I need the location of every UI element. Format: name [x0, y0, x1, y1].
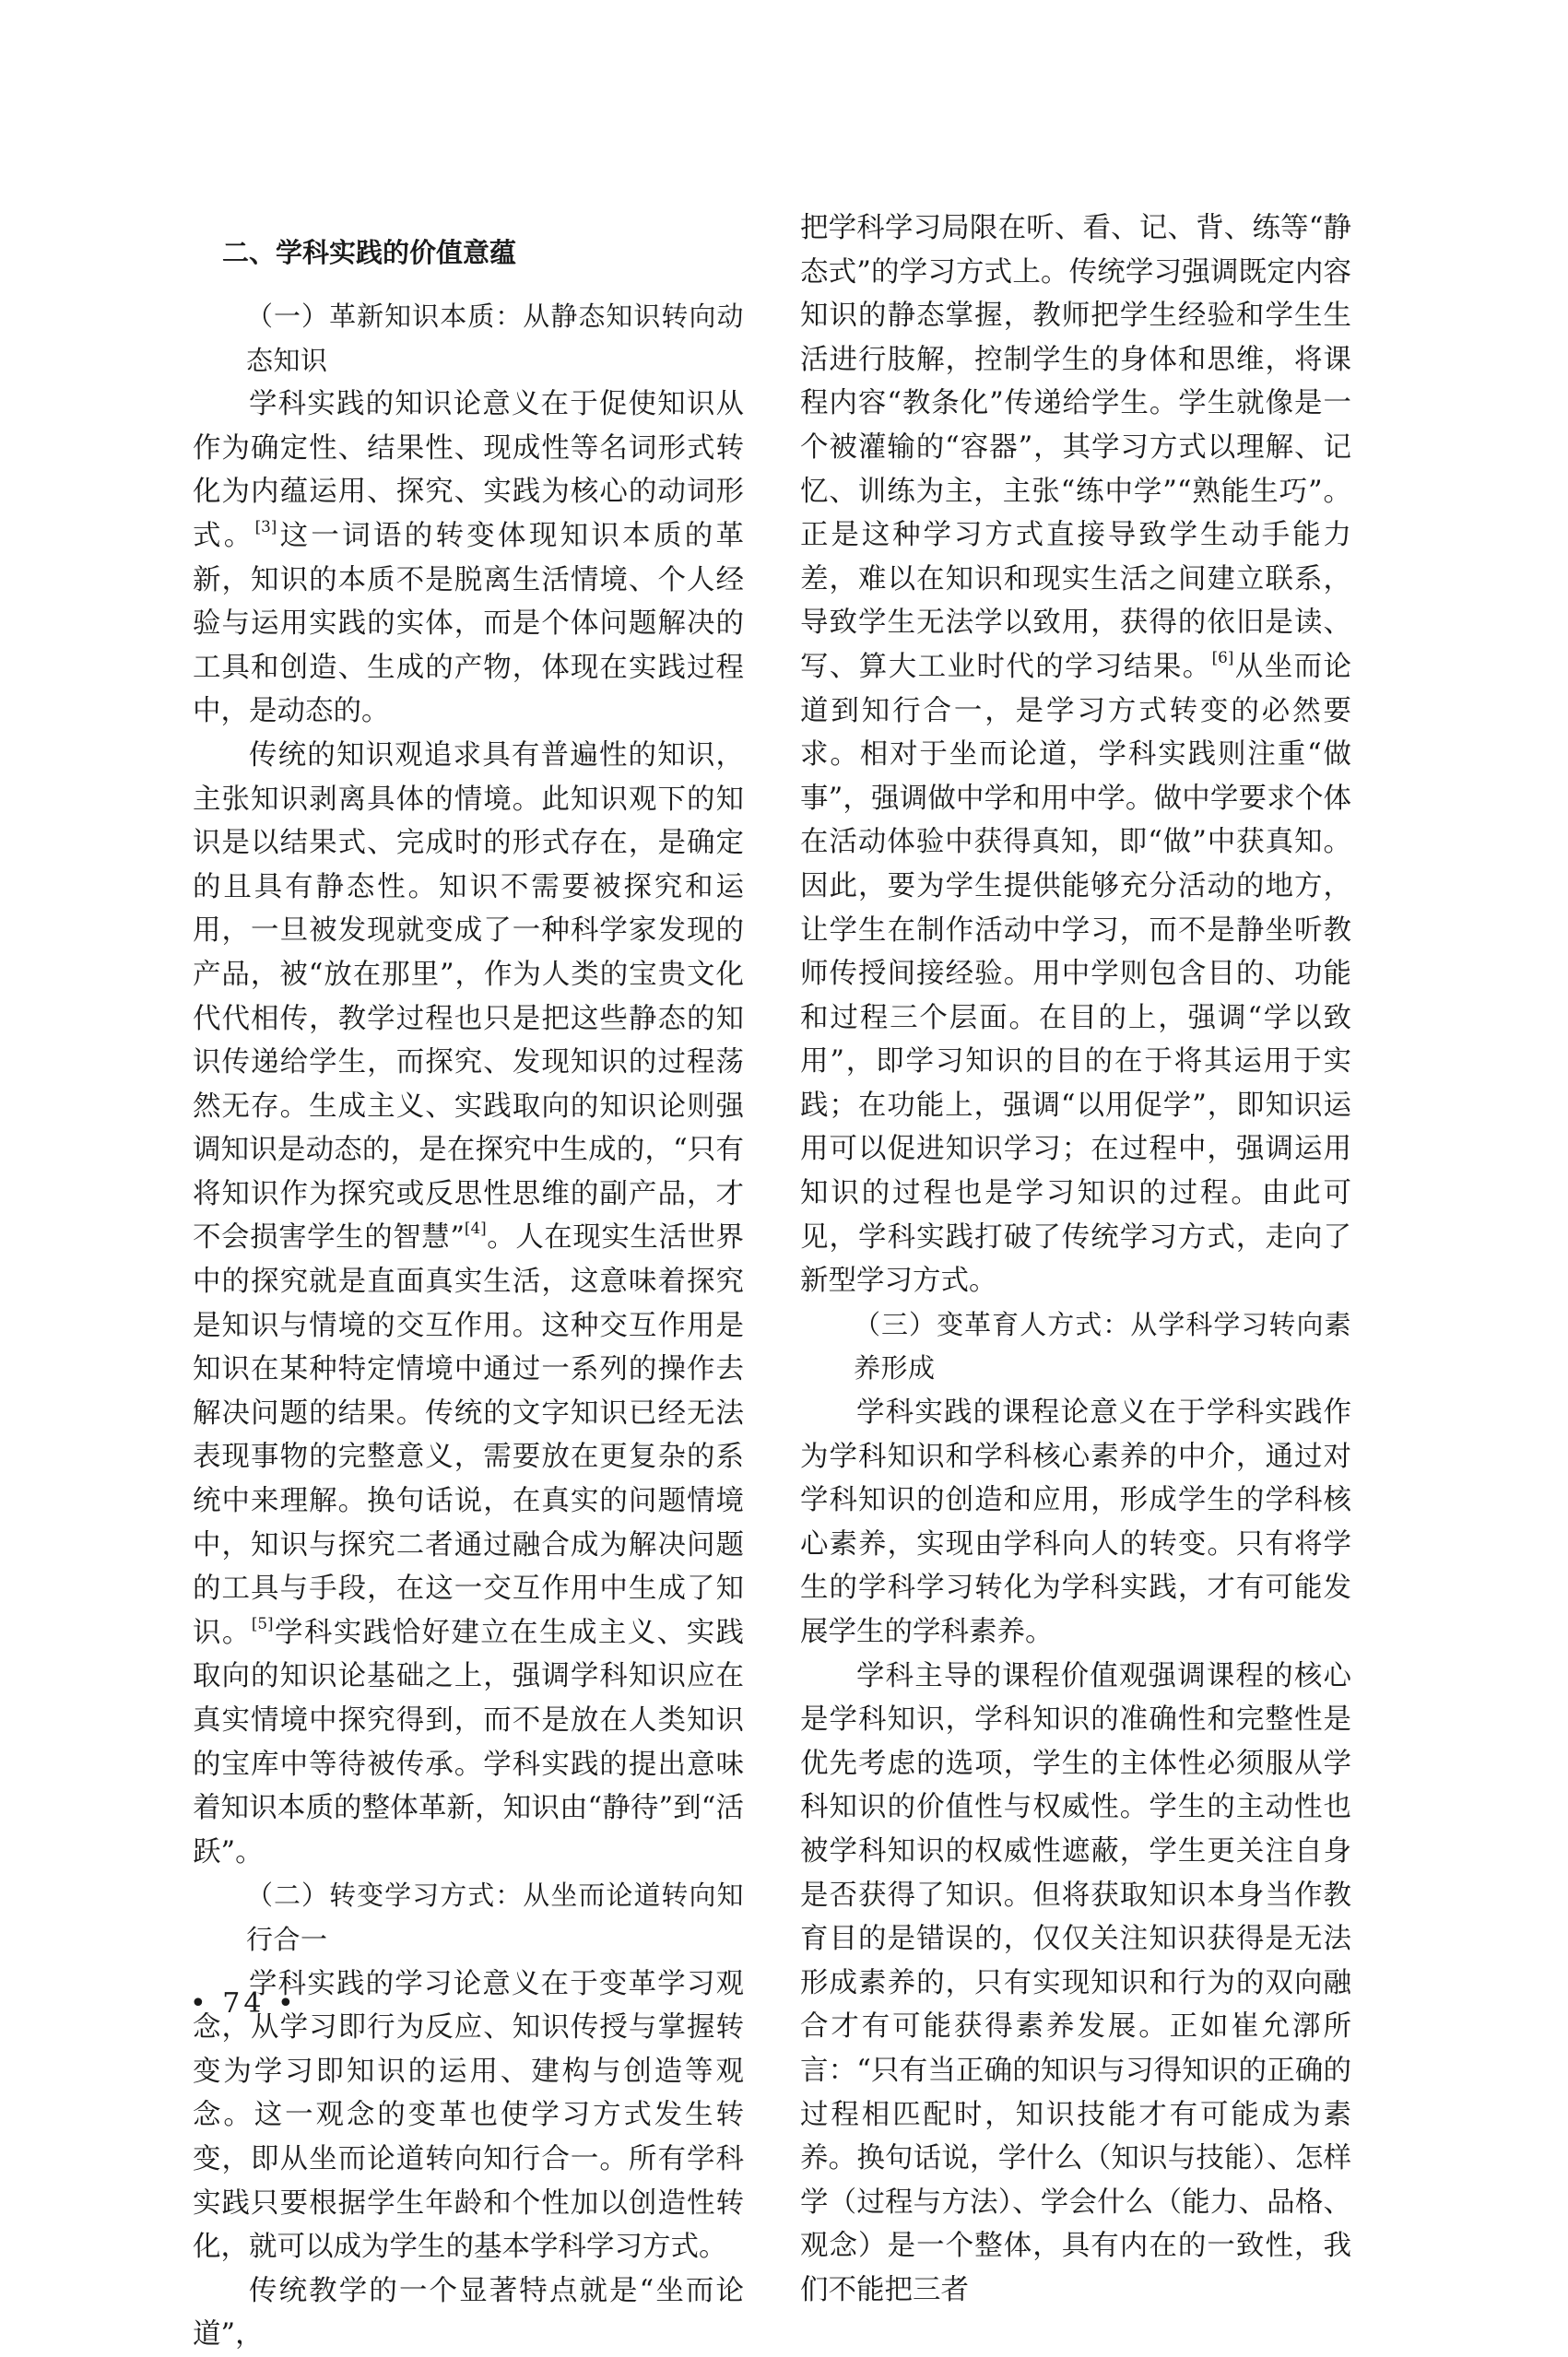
subsection-title-3: （三）变革育人方式：从学科学习转向素养形成: [854, 1308, 1351, 1385]
paragraph: 学科实践的学习论意义在于变革学习观念，从学习即行为反应、知识传授与掌握转变为学习即知识的运用、建构与创造等观念。这一观念的变革也使学习方式发生转变，即从坐而论道转向知行合一。所有学科实践只要根据学生年龄和个性加以创造性转化，就可以成为学生的基本学科学习方式。: [193, 1967, 744, 2264]
paragraph: 学科实践的知识论意义在于促使知识从作为确定性、结果性、现成性等名词形式转化为内蕴运用、探究、实践为核心的动词形式。[3]这一词语的转变体现知识本质的革新，知识的本质不是脱离生活情境、个人经验与运用实践的实体，而是个体问题解决的工具和创造、生成的产物，体现在实践过程中，是动态的。: [193, 388, 745, 728]
subsection-title-2: （二）转变学习方式：从坐而论道转向知行合一: [246, 1880, 744, 1955]
section-title: 二、学科实践的价值意蕴: [222, 237, 517, 268]
citation: [3]: [254, 516, 277, 536]
subsection-title-1: （一）革新知识本质：从静态知识转向动态知识: [246, 301, 744, 376]
paragraph: 学科主导的课程价值观强调课程的核心是学科知识，学科知识的准确性和完整性是优先考虑的选项，学生的主体性必须服从学科知识的价值性与权威性。学生的主动性也被学科知识的权威性遮蔽，学生更关注自身是否获得了知识。但将获取知识本身当作教育目的是错误的，仅仅关注知识获得是无法形成素养的，只有实现知识和行为的双向融合才有可能获得素养发展。正如崔允漷所言：“只有当正确的知识与习得知识的正确的过程相匹配时，知识技能才有可能成为素养。换句话说，学什么（知识与技能）、怎样学（过程与方法）、学会什么（能力、品格、观念）是一个整体，具有内在的一致性，我们不能把三者: [800, 1659, 1351, 2306]
page-number: • 74 •: [190, 1987, 298, 2020]
citation: [5]: [251, 1613, 274, 1632]
paragraph: 学科实践的课程论意义在于学科实践作为学科知识和学科核心素养的中介，通过对学科知识的创造和应用，形成学生的学科核心素养，实现由学科向人的转变。只有将学生的学科学习转化为学科实践，才有可能发展学生的学科素养。: [800, 1397, 1351, 1648]
citation: [4]: [464, 1219, 487, 1238]
paragraph: 传统的知识观追求具有普遍性的知识，主张知识剥离具体的情境。此知识观下的知识是以结果式、完成时的形式存在，是确定的且具有静态性。知识不需要被探究和运用，一旦被发现就变成了一种科学家发现的产品，被“放在那里”，作为人类的宝贵文化代代相传，教学过程也只是把这些静态的知识传递给学生，而探究、发现知识的过程荡然无存。生成主义、实践取向的知识论则强调知识是动态的，是在探究中生成的，“只有将知识作为探究或反思性思维的副产品，才不会损害学生的智慧”[4]。人在现实生活世界中的探究就是直面真实生活，这意味着探究是知识与情境的交互作用。这种交互作用是知识在某种特定情境中通过一系列的操作去解决问题的结果。传统的文字知识已经无法表现事物的完整意义，需要放在更复杂的系统中来理解。换句话说，在真实的问题情境中，知识与探究二者通过融合成为解决问题的工具与手段，在这一交互作用中生成了知识。[5]学科实践恰好建立在生成主义、实践取向的知识论基础之上，强调学科知识应在真实情境中探究得到，而不是放在人类知识的宝库中等待被传承。学科实践的提出意味着知识本质的整体革新，知识由“静待”到“活跃”。: [193, 738, 745, 1868]
left-column: [193, 214, 744, 2357]
citation: [6]: [1211, 647, 1234, 666]
right-column: [800, 206, 1351, 2313]
paragraph: 传统教学的一个显著特点就是“坐而论道”，: [193, 2274, 744, 2351]
paragraph: 把学科学习局限在听、看、记、背、练等“静态式”的学习方式上。传统学习强调既定内容知识的静态掌握，教师把学生经验和学生生活进行肢解，控制学生的身体和思维，将课程内容“教条化”传递给学生。学生就像是一个被灌输的“容器”，其学习方式以理解、记忆、训练为主，主张“练中学”“熟能生巧”。正是这种学习方式直接导致学生动手能力差，难以在知识和现实生活之间建立联系，导致学生无法学以致用，获得的依旧是读、写、算大工业时代的学习结果。[6]从坐而论道到知行合一，是学习方式转变的必然要求。相对于坐而论道，学科实践则注重“做事”，强调做中学和用中学。做中学要求个体在活动体验中获得真知，即“做”中获真知。因此，要为学生提供能够充分活动的地方，让学生在制作活动中学习，而不是静坐听教师传授间接经验。用中学则包含目的、功能和过程三个层面。在目的上，强调“学以致用”，即学习知识的目的在于将其运用于实践；在功能上，强调“以用促学”，即知识运用可以促进知识学习；在过程中，强调运用知识的过程也是学习知识的过程。由此可见，学科实践打破了传统学习方式，走向了新型学习方式。: [800, 212, 1352, 1298]
